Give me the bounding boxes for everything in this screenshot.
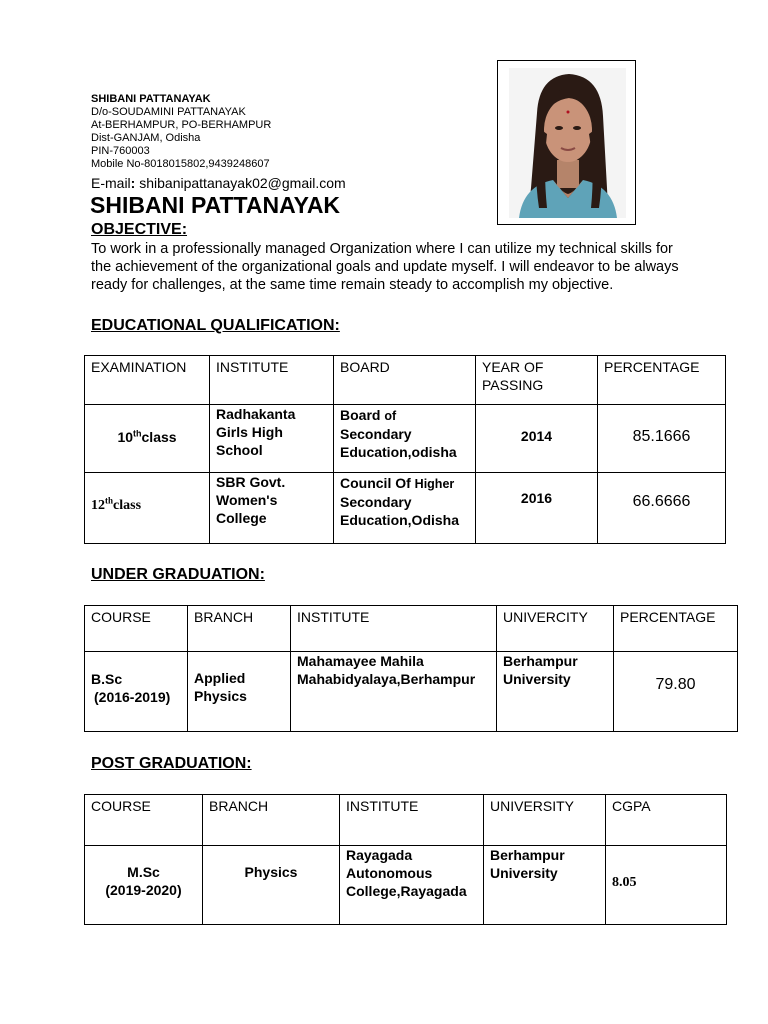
header-cell: PERCENTAGE xyxy=(614,606,738,652)
table-header-row xyxy=(85,356,726,405)
email-colon: : xyxy=(130,175,136,191)
branch-cell: Applied Physics xyxy=(188,652,291,732)
post-graduation-table xyxy=(84,794,727,925)
university-cell: Berhampur University xyxy=(484,846,606,925)
education-table xyxy=(84,355,726,544)
table-row xyxy=(85,473,726,544)
table-row xyxy=(85,846,727,925)
header-cell: INSTITUTE xyxy=(210,356,334,405)
branch-cell: Physics xyxy=(203,846,340,925)
header-cell: PERCENTAGE xyxy=(598,356,726,405)
table-header-row xyxy=(85,795,727,846)
under-graduation-heading: UNDER GRADUATION: xyxy=(91,566,265,583)
header-cell: YEAR OF PASSING xyxy=(476,356,598,405)
exam-cell: 10thclass xyxy=(85,405,210,473)
table-row xyxy=(85,405,726,473)
header-cell: CGPA xyxy=(606,795,727,846)
education-heading: EDUCATIONAL QUALIFICATION: xyxy=(91,317,340,334)
objective-text: To work in a professionally managed Organization where I can utilize my technical skills for the achievement of the organizational goals and update myself. I will endeavor to be always ready for challenges, at the same time remain steady to accomplish my objective. xyxy=(91,241,679,293)
course-cell: B.Sc (2016-2019) xyxy=(85,652,188,732)
header-cell: COURSE xyxy=(85,606,188,652)
header-cell: BOARD xyxy=(334,356,476,405)
email-address: shibanipattanayak02@gmail.com xyxy=(135,175,346,191)
header-cell: INSTITUTE xyxy=(291,606,497,652)
contact-line-parent: D/o-SOUDAMINI PATTANAYAK xyxy=(91,106,246,118)
photo-frame xyxy=(497,60,636,225)
header-cell: EXAMINATION xyxy=(85,356,210,405)
course-cell: M.Sc (2019-2020) xyxy=(85,846,203,925)
candidate-name: SHIBANI PATTANAYAK xyxy=(90,192,341,218)
portrait-photo-icon xyxy=(509,68,626,218)
university-cell: Berhampur University xyxy=(497,652,614,732)
table-row xyxy=(85,652,738,732)
board-cell: Board of Secondary Education,odisha xyxy=(334,405,476,473)
under-graduation-table xyxy=(84,605,738,732)
year-cell: 2014 xyxy=(476,405,598,473)
header-cell: UNIVERCITY xyxy=(497,606,614,652)
contact-line-pin: PIN-760003 xyxy=(91,145,150,157)
percentage-cell: 85.1666 xyxy=(598,405,726,473)
header-cell: BRANCH xyxy=(203,795,340,846)
contact-line-district: Dist-GANJAM, Odisha xyxy=(91,132,201,144)
header-cell: UNIVERSITY xyxy=(484,795,606,846)
header-cell: INSTITUTE xyxy=(340,795,484,846)
exam-cell: 12thclass xyxy=(85,473,210,544)
year-cell: 2016 xyxy=(476,473,598,544)
contact-line-address: At-BERHAMPUR, PO-BERHAMPUR xyxy=(91,119,272,131)
board-cell: Council Of Higher Secondary Education,Odisha xyxy=(334,473,476,544)
table-header-row xyxy=(85,606,738,652)
objective-heading: OBJECTIVE: xyxy=(91,221,188,238)
cgpa-cell: 8.05 xyxy=(606,846,727,925)
header-cell: COURSE xyxy=(85,795,203,846)
percentage-cell: 79.80 xyxy=(614,652,738,732)
institute-cell: SBR Govt. Women's College xyxy=(210,473,334,544)
contact-name: SHIBANI PATTANAYAK xyxy=(91,93,211,105)
contact-line-mobile: Mobile No-8018015802,9439248607 xyxy=(91,158,270,170)
institute-cell: Rayagada Autonomous College,Rayagada xyxy=(340,846,484,925)
institute-cell: Radhakanta Girls High School xyxy=(210,405,334,473)
percentage-cell: 66.6666 xyxy=(598,473,726,544)
post-graduation-heading: POST GRADUATION: xyxy=(91,755,252,772)
email-line xyxy=(91,175,346,191)
institute-cell: Mahamayee Mahila Mahabidyalaya,Berhampur xyxy=(291,652,497,732)
header-cell: BRANCH xyxy=(188,606,291,652)
email-label: E-mail xyxy=(91,175,131,191)
contact-block xyxy=(91,93,271,171)
